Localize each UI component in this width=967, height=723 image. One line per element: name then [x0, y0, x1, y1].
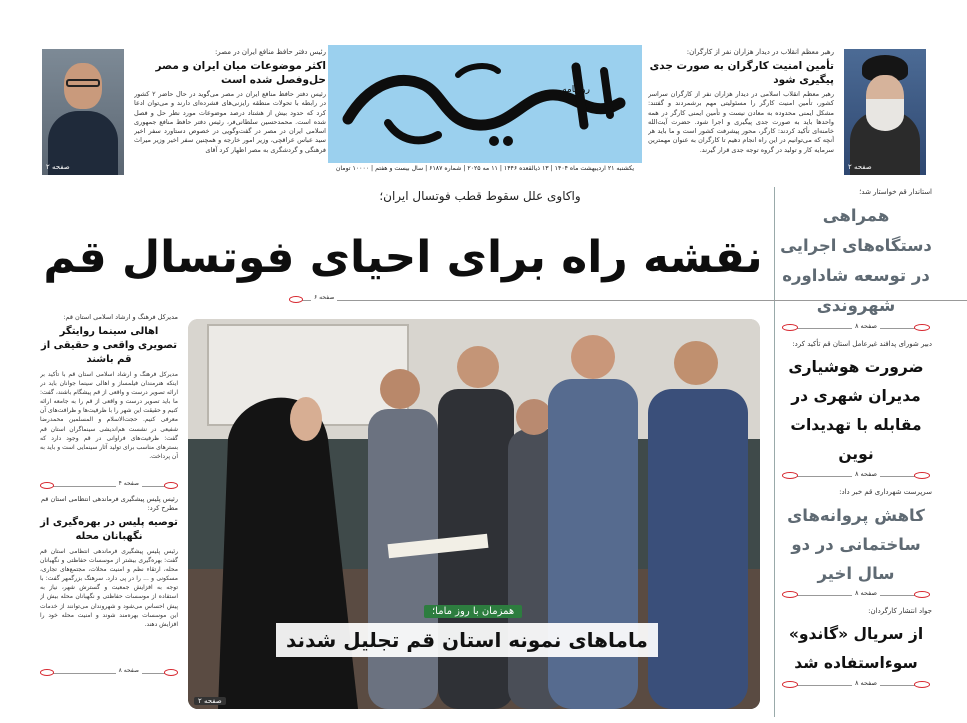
right-story-kicker: استاندار قم خواستار شد؛ [859, 188, 932, 196]
left-story-kicker: رئیس پلیس پیشگیری فرماندهی انتظامی استان قم مطرح کرد: [40, 495, 178, 512]
right-story-3[interactable] [780, 487, 932, 600]
separator-oval-icon [164, 669, 178, 676]
left-column [40, 313, 178, 718]
logo-box[interactable] [328, 45, 642, 163]
photo-kicker: همزمان با روز ماما؛ [424, 605, 522, 618]
right-story-separator [780, 471, 932, 481]
right-story-page: صفحه ۸ [852, 322, 880, 330]
left-story-body: رئیس پلیس پیشگیری فرماندهی انتظامی استان قم گفت: بهره‌گیری بیشتر از موسسات حفاظتی و نگهبانان محله، ارتقاء نظم و امنیت محلات، مجتمع‌های تجاری، مسکونی و ... را در پی دارد. سرهنگ بزرگمهر گفت: با توجه به افزایش جمعیت و گسترش شهر، نیاز به استفاده از موسسات حفاظتی و نگهبانان محله بیش از پیش احساس می‌شود و شهروندان می‌توانند از خدمات این موسسات بهره‌مند شوند و امنیت محله خود را افزایش دهند. [40, 548, 178, 628]
leader-photo-page: صفحه ۲ [848, 163, 872, 171]
issue-info-line: یکشنبه ۲۱ اردیبهشت ماه ۱۴۰۴ | ۱۳ ذیالقعده ۱۴۴۶ | ۱۱ مه ۲۰۲۵ | شماره ۶۱۸۷ | سال بیست و هفتم | ۱۰۰۰۰ تومان [335, 165, 635, 172]
right-story-separator [780, 680, 932, 690]
main-kicker: واکاوی علل سقوط قطب فوتسال ایران؛ [379, 189, 581, 203]
right-story-page: صفحه ۸ [852, 470, 880, 478]
right-story-headline[interactable]: ضرورت هوشیاری مدیران شهری در مقابله با تهدیدات نوین [788, 358, 924, 463]
masthead-left-body: رئیس دفتر حافظ منافع ایران در مصر می‌گوید در حال حاضر ۲ کشور در رابطه با تحولات منطقه رایزنی‌های فشرده‌ای دارند و می‌توان ادعا کرد که حدود بیش از هشتاد درصد موضوعات مورد نظر حل و فصل شده است. محمدحسین سلطانی‌فر، رئیس دفتر حافظ منافع جمهوری اسلامی ایران در مصر در گفت‌وگویی در خصوص دستاورد سفر اخیر سید عباس عراقچی، وزیر امور خارجه و همچنین سفر اخیر وزیر میراث فرهنگی و گردشگری به مصر اظهار کرد آقای [134, 90, 326, 154]
right-story-kicker: سرپرست شهرداری قم خبر داد: [839, 488, 932, 496]
photo-page: صفحه ۲ [194, 697, 226, 705]
separator-oval-icon [289, 296, 303, 303]
left-story-page: صفحه ۴ [116, 480, 142, 487]
masthead [42, 45, 926, 175]
separator-oval-icon [782, 472, 798, 479]
left-story-body: مدیرکل فرهنگ و ارشاد اسلامی استان قم با تأکید بر اینکه هنرمندان فیلمساز و اهالی سینما جوانان باید در ارائه تصویر درست و واقعی از قم پیشگام باشند، گفت: ما باید تصویر درست و واقعی از قم را به جامعه ارائه کنیم و حقیقت این شهر را با ظرفیت‌ها و ظرافت‌های آن معرفی کنیم. حجت‌الاسلام و المسلمین محمدرضا شفیعی در نشست هم‌اندیشی سینماگران استان قم گفت: ظرفیت‌های فراوانی در قم وجود دارد که بسترهای مناسب برای تولید آثار سینمایی است و باید به آن پرداخت. [40, 371, 178, 460]
left-story-headline[interactable]: اهالی سینما روایتگر تصویری واقعی و حقیقی از قم باشند [40, 326, 178, 365]
right-story-page: صفحه ۸ [852, 589, 880, 597]
separator-oval-icon [914, 324, 930, 331]
left-story-2[interactable] [40, 495, 178, 678]
left-story-kicker: مدیرکل فرهنگ و ارشاد اسلامی استان قم: [63, 313, 178, 321]
right-story-headline[interactable]: از سریال «گاندو» سوءاستفاده شد [788, 625, 924, 672]
column-divider-right [774, 187, 775, 717]
right-story-headline[interactable]: همراهی دستگاه‌های اجرایی در توسعه شاداوره شهروندی [780, 206, 932, 315]
right-story-2[interactable] [780, 339, 932, 481]
logo-calligraphy-icon [328, 45, 642, 163]
masthead-right-story[interactable] [648, 47, 834, 175]
right-story-4[interactable] [780, 606, 932, 690]
right-story-headline[interactable]: کاهش پروانه‌های ساختمانی در دو سال اخیر [787, 506, 925, 583]
logo-subtitle: روزنامه [562, 85, 590, 95]
right-story-kicker: جواد انتشار کارگردان: [868, 607, 932, 615]
left-story-1[interactable] [40, 313, 178, 491]
right-story-separator [780, 590, 932, 600]
right-story-1[interactable] [780, 187, 932, 333]
leader-portrait-photo[interactable] [844, 49, 926, 175]
main-headline[interactable]: نقشه راه برای احیای فوتسال قم [43, 232, 763, 283]
separator-oval-icon [782, 681, 798, 688]
photo-caption[interactable]: ماماهای نمونه استان قم تجلیل شدند [276, 623, 658, 657]
left-story-separator [40, 668, 178, 678]
masthead-right-kicker: رهبر معظم انقلاب در دیدار هزاران نفر از کارگران: [686, 48, 834, 56]
right-story-kicker: دبیر شورای پدافند غیرعامل استان قم تأکید کرد: [792, 340, 932, 348]
right-story-page: صفحه ۸ [852, 679, 880, 687]
ceremony-photo[interactable] [188, 319, 760, 709]
masthead-left-story[interactable] [134, 47, 326, 175]
left-story-page: صفحه ۸ [116, 667, 142, 674]
separator-oval-icon [782, 591, 798, 598]
separator-oval-icon [914, 681, 930, 688]
left-story-separator [40, 481, 178, 491]
separator-oval-icon [40, 482, 54, 489]
diplomat-photo-page: صفحه ۲ [46, 163, 70, 171]
right-story-separator [780, 323, 932, 333]
masthead-left-title[interactable]: اکثر موضوعات میان ایران و مصر حل‌وفصل شده است [155, 60, 326, 86]
separator-oval-icon [914, 472, 930, 479]
right-column [780, 187, 932, 717]
diplomat-portrait-photo[interactable] [42, 49, 124, 175]
separator-oval-icon [782, 324, 798, 331]
left-story-headline[interactable]: توصیه پلیس در بهره‌گیری از نگهبانان محله [40, 517, 178, 542]
masthead-left-kicker: رئیس دفتر حافظ منافع ایران در مصر: [214, 48, 326, 56]
masthead-right-body: رهبر معظم انقلاب اسلامی در دیدار هزاران نفر از کارگران سراسر کشور، تأمین امنیت کارگر را مسئولیتی مهم برشمردند و گفتند: مشکل ایمنی محدوده به معادن نیست و تأمین ایمنی کارگر در همه واحدها باید به صورت جدی پیگیری و اجرا شود. حضرت آیت‌الله خامنه‌ای تأکید کردند: کارگر، محور پیشرفت کشور است و ما باید هر آنچه که می‌توانیم در این راه انجام دهیم تا کارگران به عنوان مهمترین سرمایه کار و تولید در گروه توجه جدی قرار گیرند. [648, 90, 834, 154]
separator-oval-icon [164, 482, 178, 489]
separator-oval-icon [914, 591, 930, 598]
masthead-right-title[interactable]: تأمین امنیت کارگران به صورت جدی پیگیری شود [649, 60, 834, 86]
separator-oval-icon [40, 669, 54, 676]
main-headline-page: صفحه ۶ [311, 294, 337, 301]
